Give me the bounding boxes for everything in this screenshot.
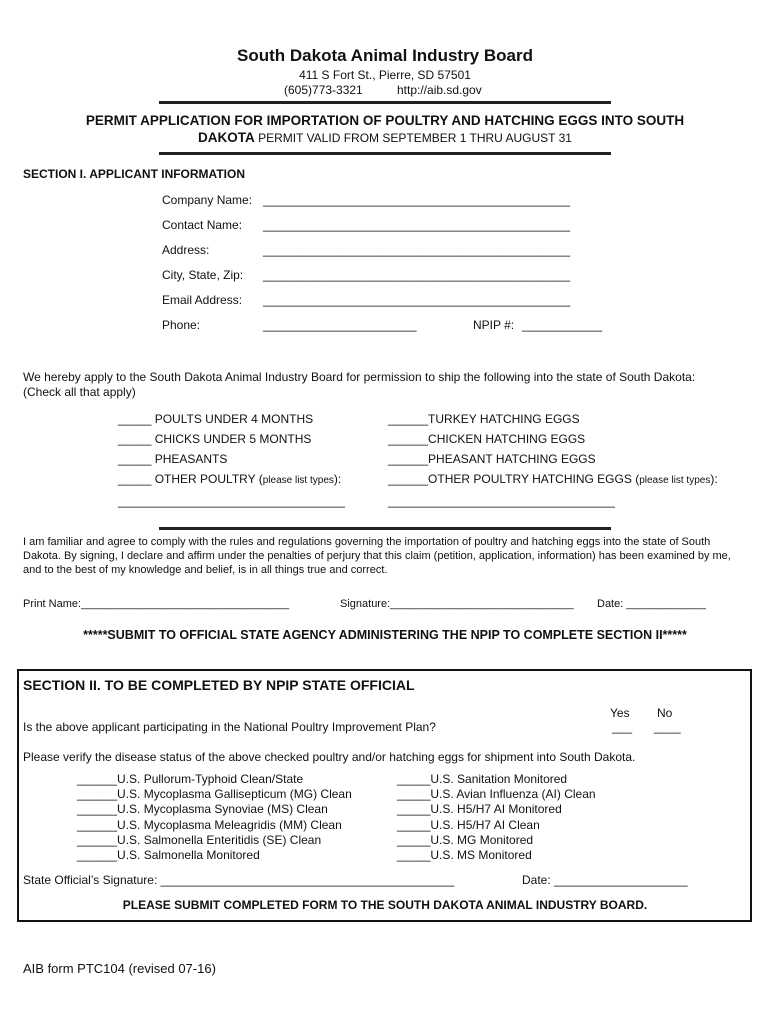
check-other-poultry[interactable]: [118, 472, 341, 486]
certification-text: I am familiar and agree to comply with the rules and regulations governing the importation of poultry and hatching eggs into the state of South Dakota. By signing, I declare and affirm under the penalties of perjury that this claim (petition, application, information) has been examined by me, and to the best of my knowledge and belief, is in all things true and correct.: [23, 536, 731, 576]
check-other-poultry-blank[interactable]: _____: [118, 472, 152, 486]
certification-rule: [159, 527, 611, 530]
section1-heading: SECTION I. APPLICANT INFORMATION: [23, 167, 245, 181]
check-pheasant-eggs-blank[interactable]: ______: [388, 452, 429, 466]
signature-field[interactable]: Signature:______________________________: [340, 598, 574, 610]
city-state-zip-field[interactable]: ______________________________________________: [263, 268, 570, 282]
check-other-eggs[interactable]: [388, 472, 718, 486]
org-address: 411 S Fort St., Pierre, SD 57501: [299, 68, 471, 82]
contact-name-label: Contact Name:: [162, 218, 243, 232]
company-name-field[interactable]: ______________________________________________: [263, 193, 570, 207]
status-salmonella-monitored[interactable]: ______U.S. Salmonella Monitored: [77, 848, 260, 863]
status-ai-clean[interactable]: _____U.S. Avian Influenza (AI) Clean: [397, 787, 596, 802]
header-rule-top: [159, 101, 611, 104]
check-other-eggs-blank[interactable]: ______: [388, 472, 429, 486]
official-signature-field[interactable]: State Official’s Signature: ____________________________________________: [23, 873, 455, 887]
check-turkey-eggs-blank[interactable]: ______: [388, 412, 429, 426]
other-poultry-close: ):: [333, 472, 342, 486]
address-label: Address:: [162, 243, 210, 257]
section2-heading: SECTION II. TO BE COMPLETED BY NPIP STATE OFFICIAL: [23, 677, 415, 693]
intro-line2: (Check all that apply): [23, 385, 136, 399]
phone-label: Phone:: [162, 318, 201, 332]
company-name-label: Company Name:: [162, 193, 253, 207]
check-chicks-blank[interactable]: _____: [118, 432, 152, 446]
check-turkey-eggs-label: TURKEY HATCHING EGGS: [428, 412, 580, 426]
check-pheasants[interactable]: [118, 452, 227, 466]
form-title-line2: [0, 130, 770, 145]
check-pheasants-label: PHEASANTS: [151, 452, 228, 466]
verify-instructions: Please verify the disease status of the above checked poultry and/or hatching eggs for shipment into South Dakota.: [23, 750, 636, 764]
check-pheasant-eggs[interactable]: [388, 452, 596, 466]
status-h5h7-monitored[interactable]: _____U.S. H5/H7 AI Monitored: [397, 802, 562, 817]
disease-status-right: [397, 772, 596, 863]
email-label: Email Address:: [162, 293, 243, 307]
city-state-zip-label: City, State, Zip:: [162, 268, 244, 282]
check-poults-label: POULTS UNDER 4 MONTHS: [151, 412, 314, 426]
status-pullorum[interactable]: ______U.S. Pullorum-Typhoid Clean/State: [77, 772, 304, 786]
header-rule-bottom: [159, 152, 611, 155]
check-chicks-label: CHICKS UNDER 5 MONTHS: [151, 432, 312, 446]
final-notice: PLEASE SUBMIT COMPLETED FORM TO THE SOUTH DAKOTA ANIMAL INDUSTRY BOARD.: [122, 898, 648, 912]
email-field[interactable]: ______________________________________________: [263, 293, 570, 307]
status-mm-clean[interactable]: ______U.S. Mycoplasma Meleagridis (MM) Clean: [77, 817, 342, 832]
other-eggs-close: ):: [710, 472, 718, 486]
check-chicks[interactable]: [118, 432, 311, 446]
no-label: No: [657, 706, 673, 720]
check-turkey-eggs[interactable]: [388, 412, 580, 426]
form-id: AIB form PTC104 (revised 07-16): [23, 961, 216, 976]
no-field[interactable]: ____: [654, 720, 681, 734]
check-chicken-eggs[interactable]: [388, 432, 585, 446]
npip-label: NPIP #:: [473, 318, 515, 332]
status-mg-clean[interactable]: ______U.S. Mycoplasma Gallisepticum (MG) Clean: [77, 787, 352, 802]
intro-line1: We hereby apply to the South Dakota Animal Industry Board for permission to ship the following into the state of South Dakota:: [23, 370, 696, 384]
check-poults-blank[interactable]: _____: [118, 412, 152, 426]
official-date-field[interactable]: Date: ____________________: [522, 873, 688, 887]
status-h5h7-clean[interactable]: _____U.S. H5/H7 AI Clean: [397, 817, 540, 832]
phone-field[interactable]: _______________________: [263, 318, 417, 332]
status-sanitation[interactable]: _____U.S. Sanitation Monitored: [397, 772, 568, 786]
disease-status-left: [77, 772, 352, 863]
form-title-line1: PERMIT APPLICATION FOR IMPORTATION OF POULTRY AND HATCHING EGGS INTO SOUTH: [85, 113, 685, 128]
yes-label: Yes: [610, 706, 630, 720]
check-chicken-eggs-label: CHICKEN HATCHING EGGS: [428, 432, 586, 446]
address-field[interactable]: ______________________________________________: [263, 243, 570, 257]
submit-notice: *****SUBMIT TO OFFICIAL STATE AGENCY ADMINISTERING THE NPIP TO COMPLETE SECTION II*****: [83, 628, 687, 642]
check-other-eggs-label: OTHER POULTRY HATCHING EGGS (: [428, 472, 640, 486]
contact-name-field[interactable]: ______________________________________________: [263, 218, 570, 232]
form-title-dakota: DAKOTA: [198, 130, 255, 145]
check-chicken-eggs-blank[interactable]: ______: [388, 432, 429, 446]
npip-question: Is the above applicant participating in the National Poultry Improvement Plan?: [23, 720, 436, 734]
status-ms-monitored[interactable]: _____U.S. MS Monitored: [397, 848, 532, 863]
yes-field[interactable]: ___: [612, 720, 633, 734]
check-poults[interactable]: [118, 412, 313, 426]
please-list-types-note-eggs: please list types: [639, 475, 711, 486]
check-pheasants-blank[interactable]: _____: [118, 452, 152, 466]
check-other-poultry-label: OTHER POULTRY (: [151, 472, 263, 486]
other-poultry-list-field[interactable]: __________________________________: [118, 494, 345, 508]
status-mg-monitored[interactable]: _____U.S. MG Monitored: [397, 832, 534, 847]
org-phone: (605)773-3321: [284, 83, 363, 97]
status-ms-clean[interactable]: ______U.S. Mycoplasma Synoviae (MS) Clean: [77, 802, 328, 817]
org-website[interactable]: http://aib.sd.gov: [397, 83, 482, 97]
org-name: South Dakota Animal Industry Board: [237, 46, 533, 65]
permit-validity: PERMIT VALID FROM SEPTEMBER 1 THRU AUGUST 31: [254, 131, 572, 145]
status-se-clean[interactable]: ______U.S. Salmonella Enteritidis (SE) Clean: [77, 832, 322, 847]
please-list-types-note: please list types: [262, 475, 334, 486]
print-name-field[interactable]: Print Name:__________________________________: [23, 598, 290, 610]
date-field[interactable]: Date: _____________: [597, 598, 706, 610]
other-eggs-list-field[interactable]: __________________________________: [388, 494, 615, 508]
check-pheasant-eggs-label: PHEASANT HATCHING EGGS: [428, 452, 596, 466]
npip-field[interactable]: ____________: [522, 318, 603, 332]
